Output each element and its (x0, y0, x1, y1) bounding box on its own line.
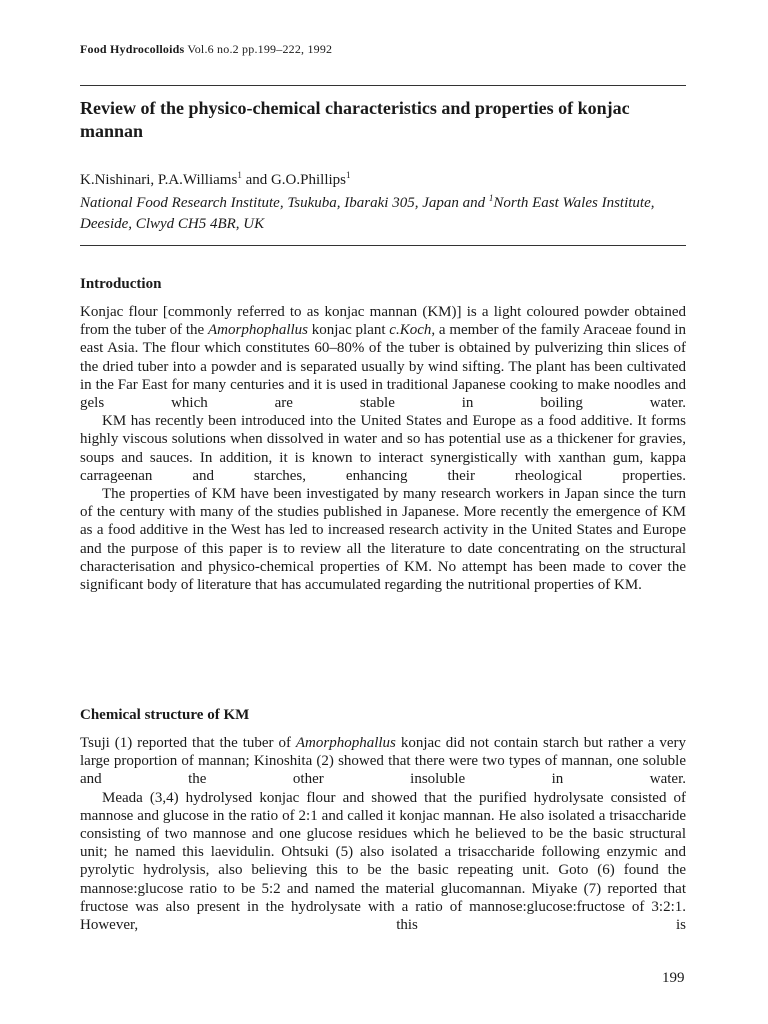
affiliation-rule (80, 245, 686, 246)
page-number: 199 (662, 970, 685, 986)
journal-citation (80, 42, 332, 57)
introduction-body (80, 303, 686, 594)
section-heading-chemical-structure: Chemical structure of KM (80, 707, 250, 723)
top-rule (80, 85, 686, 86)
journal-volume-info: Vol.6 no.2 pp.199–222, 1992 (187, 42, 333, 56)
paragraph: Meada (3,4) hydrolysed konjac flour and showed that the purified hydrolysate consisted of mannose and glucose in the ratio of 2:1 and called it konjac mannan. He also isolated a trisaccharide consisting of two mannose and one glucose residues which he believed to be the basic structural unit; he named this laevidulin. Ohtsuki (5) also isolated a trisaccharide following enzymic and pyrolytic hydrolysis, also believing this to be the basic repeating unit. Goto (6) found the mannose:glucose ratio to be 5:2 and named the material glucomannan. Miyake (7) reported that fructose was also present in the hydrolysate with a ratio of mannose:glucose:fructose of 3:2:1. However, this is (80, 789, 686, 934)
journal-name: Food Hydrocolloids (80, 42, 185, 56)
paragraph: KM has recently been introduced into the United States and Europe as a food additive. It forms highly viscous solutions when dissolved in water and so has potential use as a thickener for gravies, soups and sauces. In addition, it is known to interact synergistically with xanthan gum, kappa carrageenan and starches, enhancing their rheological properties. (80, 413, 686, 484)
section-heading-introduction: Introduction (80, 276, 162, 292)
paragraph: The properties of KM have been investigated by many research workers in Japan since the turn of the century with many of the studies published in Japanese. More recently the emergence of KM as a food additive in the West has led to increased research activity in the United States and Europe and the purpose of this paper is to review all the literature to date concentrating on the structural characterisation and physico-chemical properties of KM. No attempt has been made to cover the significant body of literature that has accumulated regarding the nutritional properties of KM. (80, 486, 686, 594)
paragraph: Konjac flour [commonly referred to as konjac mannan (KM)] is a light coloured powder obtained from the tuber of the Amorphophallus konjac plant c.Koch, a member of the family Araceae found in east Asia. The flour which constitutes 60–80% of the tuber is obtained by pulverizing thin slices of the dried tuber into a powder and is separated usually by wind sifting. The plant has been cultivated in the Far East for many centuries and it is used in traditional Japanese cooking to make noodles and gels which are stable in boiling water. (80, 304, 687, 412)
article-title: Review of the physico-chemical characteristics and properties of konjac mannan (80, 98, 630, 141)
chemical-structure-body (80, 734, 686, 934)
paragraph: Tsuji (1) reported that the tuber of Amorphophallus konjac did not contain starch but rather a very large proportion of mannan; Kinoshita (2) showed that there were two types of mannan, one soluble and the other insoluble in water. (80, 735, 686, 788)
author-affiliations: National Food Research Institute, Tsukuba, Ibaraki 305, Japan and $^1$North East Wales Institute, Deeside, Clwyd CH5 4BR, UK (80, 193, 655, 232)
author-list: K.Nishinari, P.A.Williams$^1$ and G.O.Phillips$^1$ (80, 170, 351, 188)
